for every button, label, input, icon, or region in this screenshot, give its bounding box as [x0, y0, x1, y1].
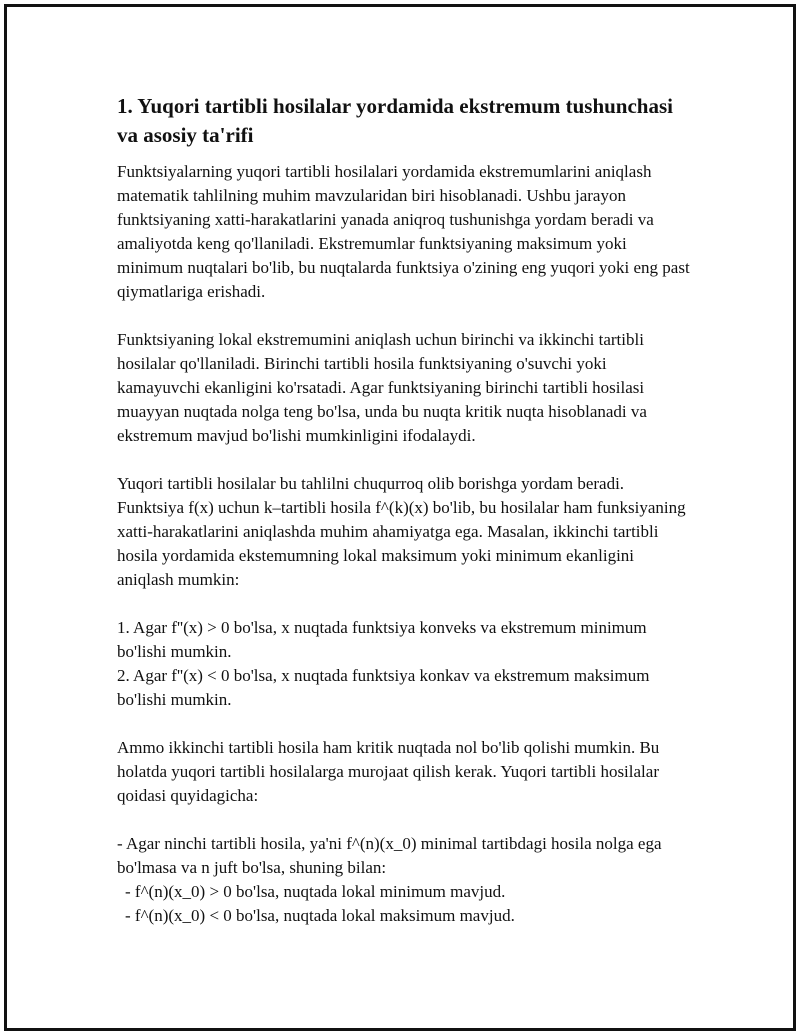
rule-block [117, 832, 692, 928]
rule-item-1: - f^(n)(x_0) > 0 bo'lsa, nuqtada lokal minimum mavjud. [125, 882, 506, 901]
paragraph-1: Funktsiyalarning yuqori tartibli hosilalari yordamida ekstremumlarini aniqlash matematik tahlilning muhim mavzularidan biri hisoblanadi. Ushbu jarayon funktsiyaning xatti-harakatlarini yanada aniqroq tushunishga yordam beradi va amaliyotda keng qo'llaniladi. Ekstremumlar funktsiyaning maksimum yoki minimum nuqtalari bo'lib, bu nuqtalarda funktsiya o'zining eng yuqori yoki eng past qiymatlariga erishadi. [117, 162, 690, 301]
numbered-list [117, 616, 692, 712]
paragraph-3: Yuqori tartibli hosilalar bu tahlilni chuqurroq olib borishga yordam beradi. Funktsiya f(x) uchun k–tartibli hosila f^(k)(x) bo'lib, bu hosilalar ham funksiyaning xatti-harakatlarini aniqlashda muhim ahamiyatga ega. Masalan, ikkinchi tartibli hosila yordamida ekstemumning lokal maksimum yoki minimum ekanligini aniqlash mumkin: [117, 474, 686, 589]
paragraph-2: Funktsiyaning lokal ekstremumini aniqlash uchun birinchi va ikkinchi tartibli hosilalar qo'llaniladi. Birinchi tartibli hosila funktsiyaning o'suvchi yoki kamayuvchi ekanligini ko'rsatadi. Agar funktsiyaning birinchi tartibli hosilasi muayyan nuqtada nolga teng bo'lsa, unda bu nuqta kritik nuqta hisoblanadi va ekstremum mavjud bo'lishi mumkinligini ifodalaydi. [117, 330, 647, 445]
document-body [117, 92, 692, 952]
rule-item-2: - f^(n)(x_0) < 0 bo'lsa, nuqtada lokal maksimum mavjud. [125, 906, 515, 925]
paragraph-4: Ammo ikkinchi tartibli hosila ham kritik nuqtada nol bo'lib qolishi mumkin. Bu holatda yuqori tartibli hosilalarga murojaat qilish kerak. Yuqori tartibli hosilalar qoidasi quyidagicha: [117, 738, 660, 805]
list-item-1: 1. Agar f''(x) > 0 bo'lsa, x nuqtada funktsiya konveks va ekstremum minimum bo'lishi mumkin. [117, 618, 647, 661]
list-item-2: 2. Agar f''(x) < 0 bo'lsa, x nuqtada funktsiya konkav va ekstremum maksimum bo'lishi mumkin. [117, 666, 650, 709]
rule-intro: - Agar ninchi tartibli hosila, ya'ni f^(n)(x_0) minimal tartibdagi hosila nolga ega bo'lmasa va n juft bo'lsa, shuning bilan: [117, 834, 662, 877]
section-heading: 1. Yuqori tartibli hosilalar yordamida ekstremum tushunchasi va asosiy ta'rifi [117, 94, 673, 147]
